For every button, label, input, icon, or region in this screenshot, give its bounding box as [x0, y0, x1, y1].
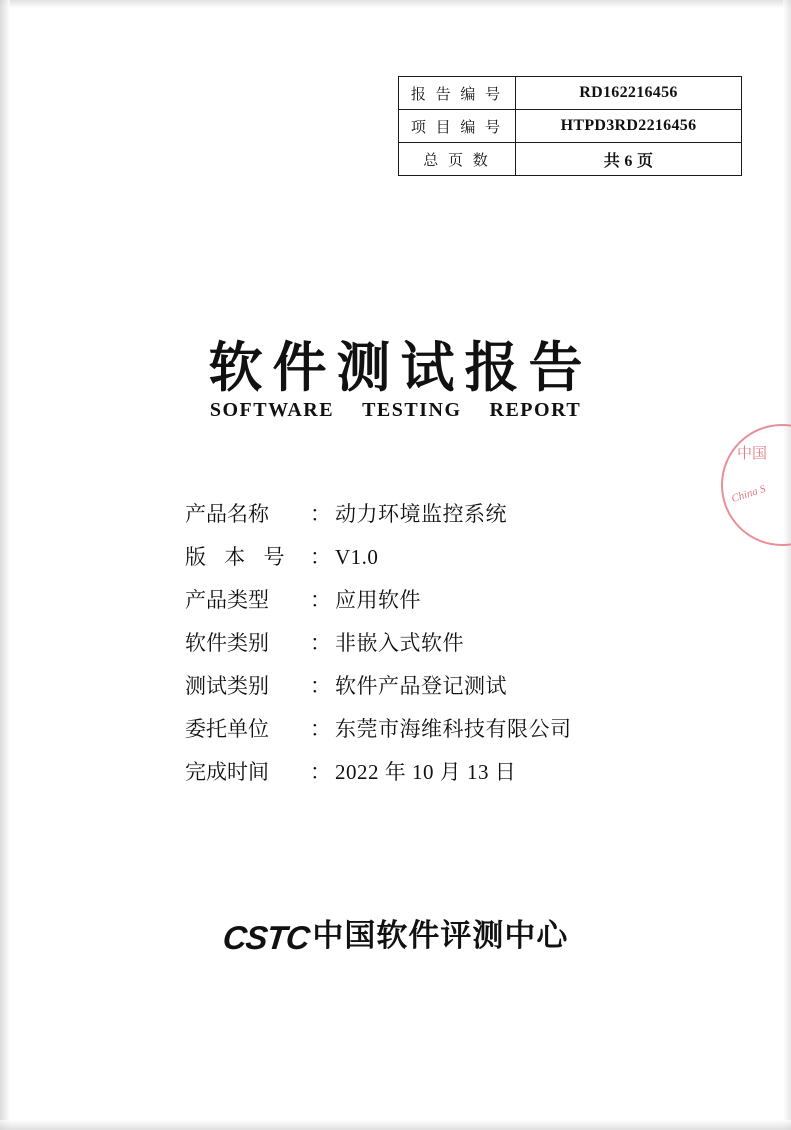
field-client-company [185, 713, 705, 756]
field-value: 动力环境监控系统 [335, 502, 507, 526]
field-completion-date [185, 756, 705, 799]
field-value: 东莞市海维科技有限公司 [335, 717, 572, 741]
subtitle-word-testing: TESTING [362, 399, 462, 421]
metadata-field-list [185, 498, 705, 799]
seal-text-en: China S [730, 482, 768, 506]
field-label: 软件类别 [185, 631, 269, 655]
field-label: 版 本 号 [185, 545, 291, 569]
field-colon: ： [310, 760, 331, 784]
field-value: 非嵌入式软件 [335, 631, 464, 655]
subtitle-word-software: SOFTWARE [209, 399, 335, 421]
scan-edge-bottom [0, 1120, 791, 1130]
scan-edge-left [0, 0, 10, 1130]
report-number-value: RD162216456 [516, 77, 742, 110]
scan-edge-top [0, 0, 791, 8]
field-test-category [185, 670, 705, 713]
field-colon: ： [310, 631, 331, 655]
field-colon: ： [310, 674, 331, 698]
field-label: 完成时间 [185, 760, 269, 784]
field-value: 软件产品登记测试 [335, 674, 507, 698]
table-row [399, 77, 742, 110]
field-product-name [185, 498, 705, 541]
field-software-category [185, 627, 705, 670]
subtitle-word-report: REPORT [489, 399, 582, 421]
project-number-value: HTPD3RD2216456 [516, 110, 742, 143]
field-label: 测试类别 [185, 674, 269, 698]
field-colon: ： [310, 588, 331, 612]
field-colon: ： [310, 545, 331, 569]
total-pages-label: 总 页 数 [399, 143, 516, 176]
field-colon: ： [310, 502, 331, 526]
report-number-label: 报 告 编 号 [399, 77, 516, 110]
field-product-type [185, 584, 705, 627]
official-seal-stamp [721, 424, 791, 546]
page-title: 软件测试报告 [208, 338, 593, 398]
field-label: 委托单位 [185, 717, 269, 741]
field-value: V1.0 [335, 545, 379, 569]
field-colon: ： [310, 717, 331, 741]
table-row [399, 110, 742, 143]
project-number-label: 项 目 编 号 [399, 110, 516, 143]
report-id-table [398, 76, 742, 176]
field-version [185, 541, 705, 584]
seal-text-cn: 中国 [737, 446, 768, 462]
footer-logo [0, 912, 791, 957]
scan-edge-right [783, 0, 791, 1130]
cstc-wordmark: CSTC [220, 919, 311, 956]
field-value: 应用软件 [335, 588, 421, 612]
total-pages-value: 共 6 页 [516, 143, 742, 176]
table-row [399, 143, 742, 176]
cstc-chinese-name: 中国软件评测中心 [312, 918, 569, 953]
page-subtitle [0, 399, 791, 422]
field-value: 2022 年 10 月 13 日 [335, 760, 517, 784]
field-label: 产品名称 [185, 502, 269, 526]
field-label: 产品类型 [185, 588, 269, 612]
